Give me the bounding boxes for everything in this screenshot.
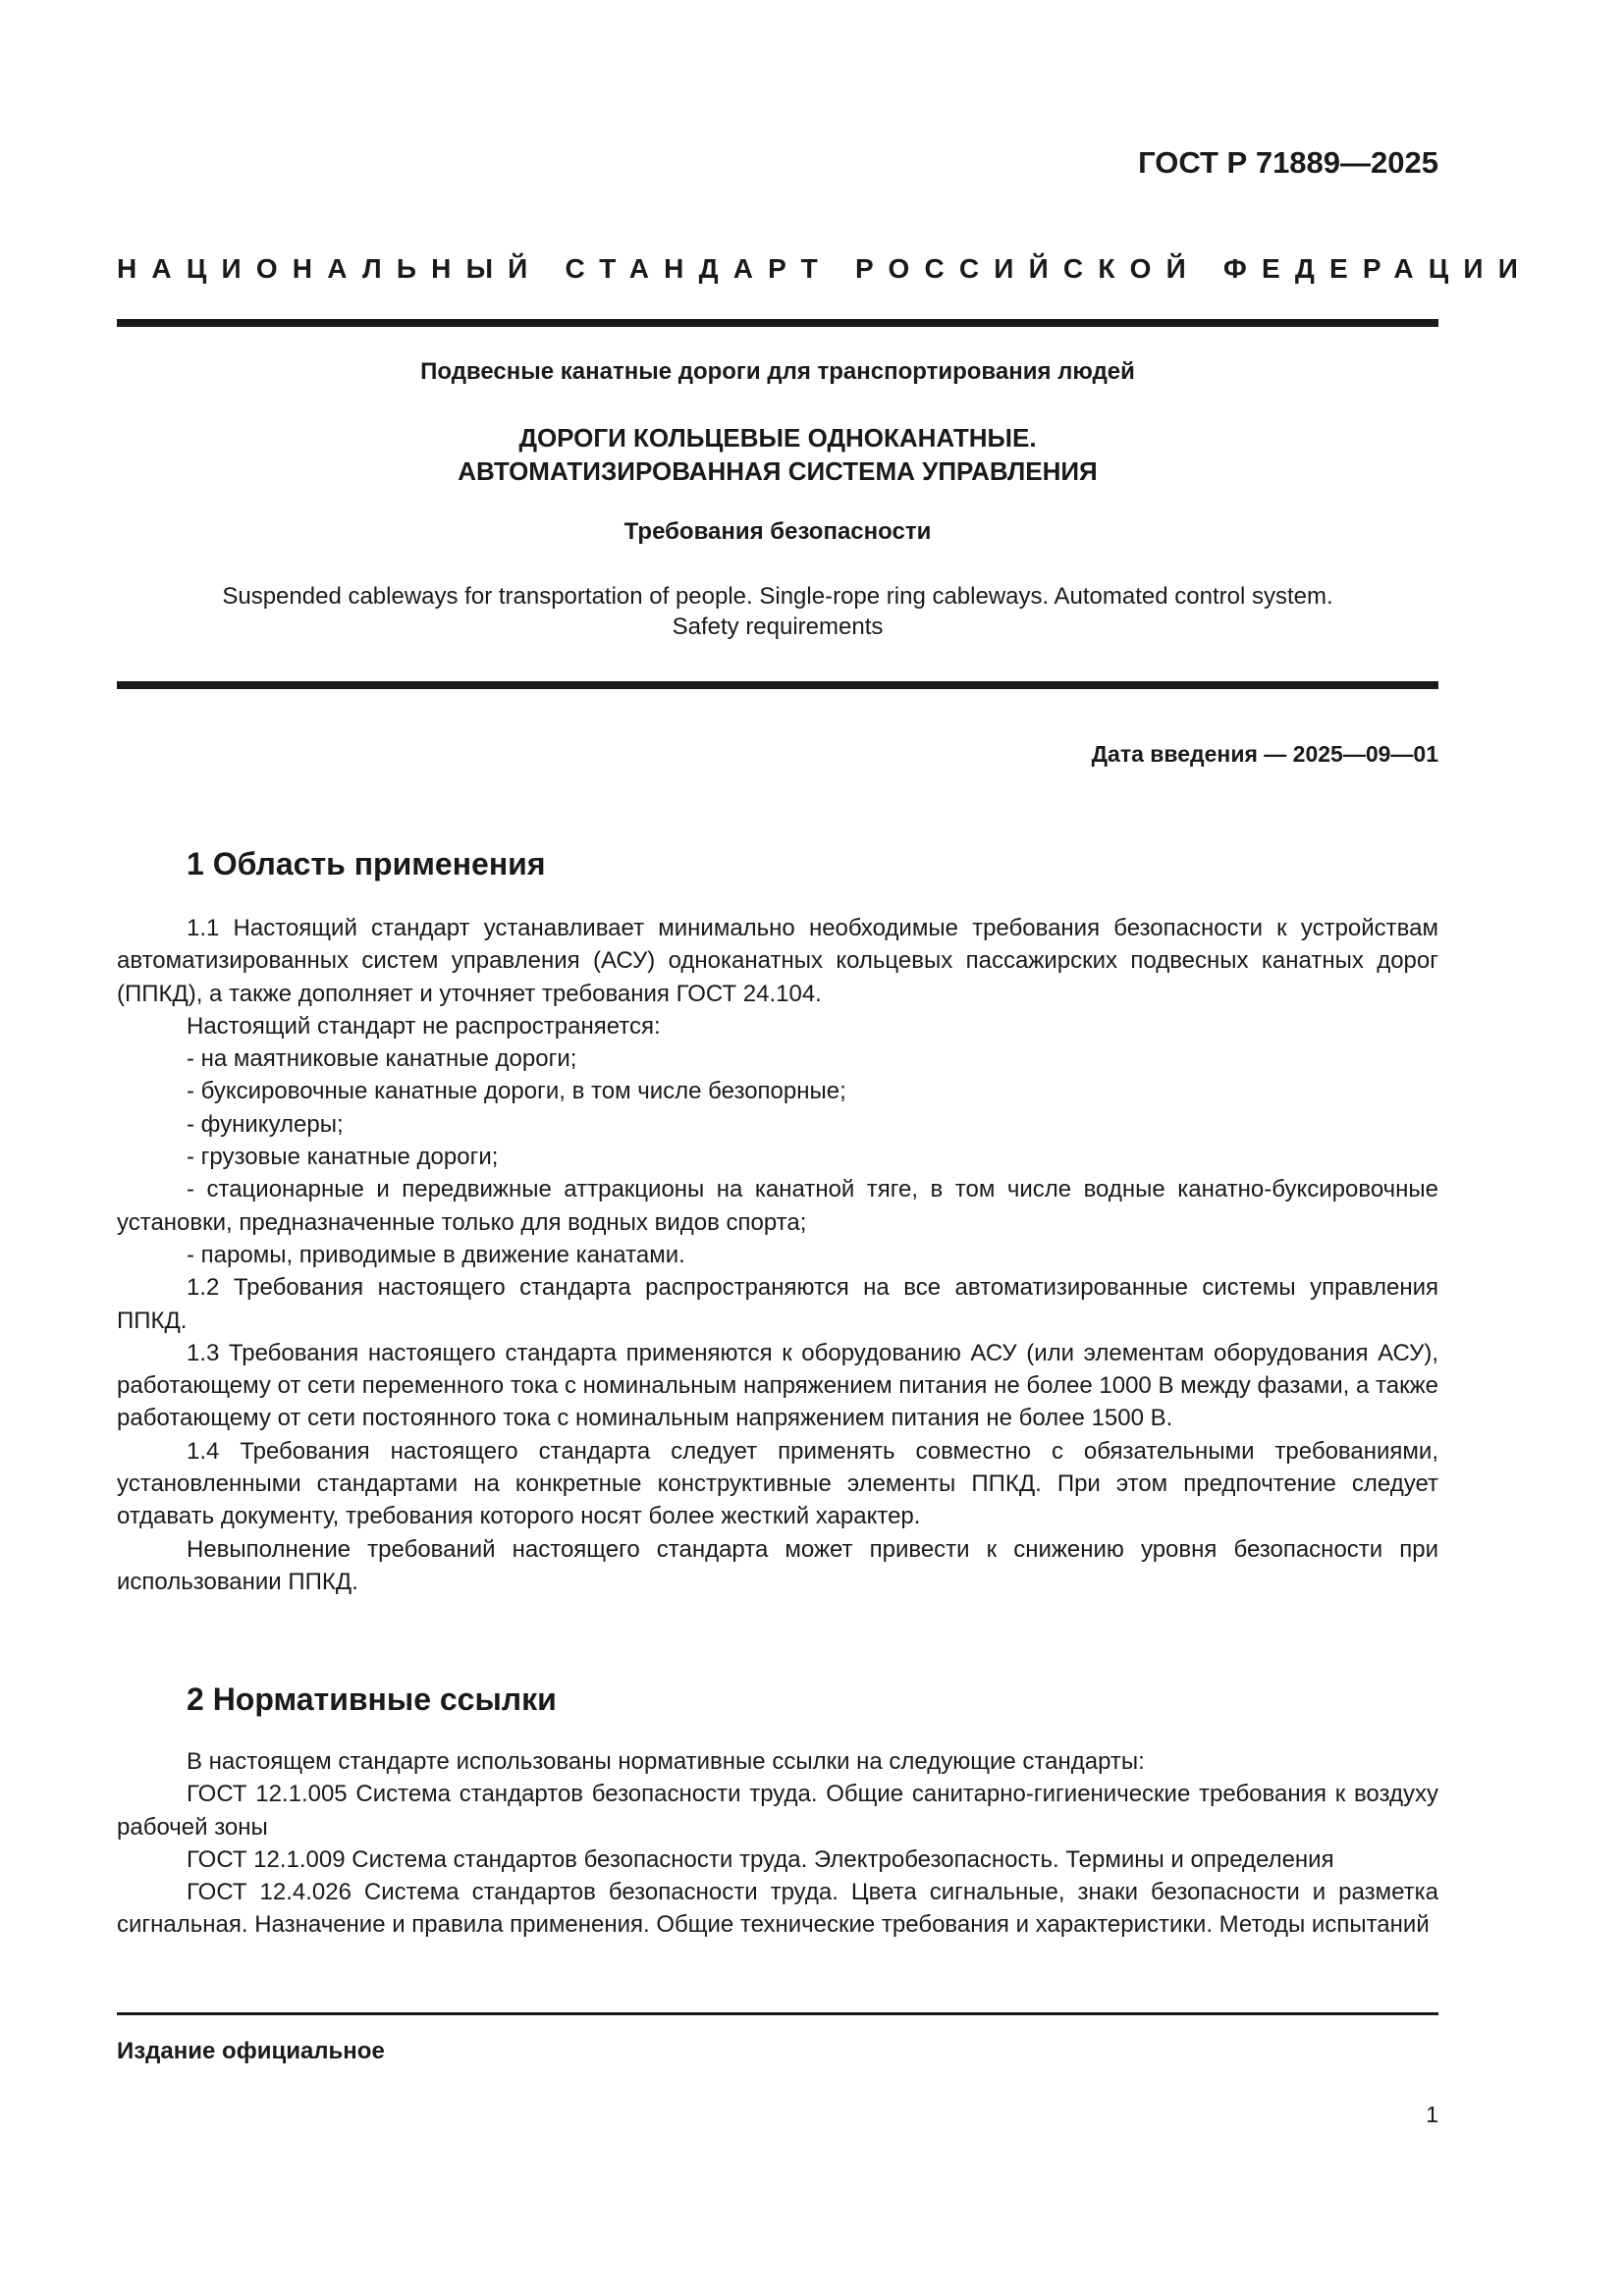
list-item: - на маятниковые канатные дороги; [187, 1045, 577, 1073]
series-title: Подвесные канатные дороги для транспортирования людей [420, 358, 1135, 385]
paragraph-1-4: 1.4 Требования настоящего стандарта следует применять совместно с обязательными требованиями, установленными стандартами на конкретные конструктивные элементы ППКД. При этом предпочтение следует отдавать документу, требования которого носят более жесткий характер. [117, 1437, 1438, 1530]
requirements-subtitle: Требования безопасности [623, 518, 932, 545]
section-1-title: 1 Область применения [187, 846, 546, 881]
introduction-date: Дата введения — 2025—09—01 [1091, 741, 1438, 767]
list-item: - буксировочные канатные дороги, в том числе безопорные; [187, 1078, 846, 1105]
english-title-line-2: Safety requirements [672, 614, 884, 640]
top-rule [117, 319, 1438, 327]
footer-rule [117, 2012, 1438, 2015]
normative-reference: ГОСТ 12.1.005 Система стандартов безопасности труда. Общие санитарно-гигиенические требования к воздуху рабочей зоны [117, 1781, 1438, 1841]
section-2-title: 2 Нормативные ссылки [187, 1682, 557, 1717]
main-title [117, 421, 1438, 488]
official-edition-label: Издание официальное [117, 2038, 385, 2064]
section-1-body [117, 912, 1438, 1598]
page-number: 1 [1426, 2102, 1438, 2127]
normative-intro: В настоящем стандарте использованы нормативные ссылки на следующие стандарты: [187, 1748, 1145, 1775]
english-title [117, 581, 1438, 642]
list-item: - стационарные и передвижные аттракционы на канатной тяге, в том числе водные канатно-буксировочные установки, предназначенные только для водных видов спорта; [117, 1176, 1438, 1236]
title-bottom-rule [117, 681, 1438, 689]
paragraph-1-3: 1.3 Требования настоящего стандарта применяются к оборудованию АСУ (или элементам оборудования АСУ), работающему от сети переменного тока с номинальным напряжением питания не более 1000 В между фазами, а также работающему от сети постоянного тока с номинальным напряжением питания не более 1500 В. [117, 1339, 1438, 1432]
gost-number: ГОСТ Р 71889—2025 [1138, 145, 1438, 180]
paragraph-1-2: 1.2 Требования настоящего стандарта распространяются на все автоматизированные системы управления ППКД. [117, 1274, 1438, 1334]
section-2-body [117, 1745, 1438, 1942]
paragraph-1-1: 1.1 Настоящий стандарт устанавливает минимально необходимые требования безопасности к устройствам автоматизированных систем управления (АСУ) одноканатных кольцевых пассажирских подвесных канатных дорог (ППКД), а также дополняет и уточняет требования ГОСТ 24.104. [117, 915, 1438, 1007]
english-title-line-1: Suspended cableways for transportation of people. Single-rope ring cableways. Automated control system. [222, 583, 1333, 610]
normative-reference: ГОСТ 12.4.026 Система стандартов безопасности труда. Цвета сигнальные, знаки безопасности и разметка сигнальная. Назначение и правила применения. Общие технические требования и характеристики. Методы испытаний [117, 1879, 1438, 1939]
list-item: - паромы, приводимые в движение канатами. [187, 1241, 685, 1268]
list-item: - грузовые канатные дороги; [187, 1144, 499, 1171]
normative-reference: ГОСТ 12.1.009 Система стандартов безопасности труда. Электробезопасность. Термины и определения [187, 1845, 1334, 1873]
list-item: - фуникулеры; [187, 1110, 344, 1138]
national-standard-heading: НАЦИОНАЛЬНЫЙ СТАНДАРТ РОССИЙСКОЙ ФЕДЕРАЦИИ [117, 253, 1534, 284]
main-title-line-1: ДОРОГИ КОЛЬЦЕВЫЕ ОДНОКАНАТНЫЕ. [518, 423, 1037, 453]
main-title-line-2: АВТОМАТИЗИРОВАННАЯ СИСТЕМА УПРАВЛЕНИЯ [458, 456, 1098, 486]
paragraph-noncompliance: Невыполнение требований настоящего стандарта может привести к снижению уровня безопасности при использовании ППКД. [117, 1535, 1438, 1595]
paragraph-exclusions-intro: Настоящий стандарт не распространяется: [187, 1012, 661, 1040]
